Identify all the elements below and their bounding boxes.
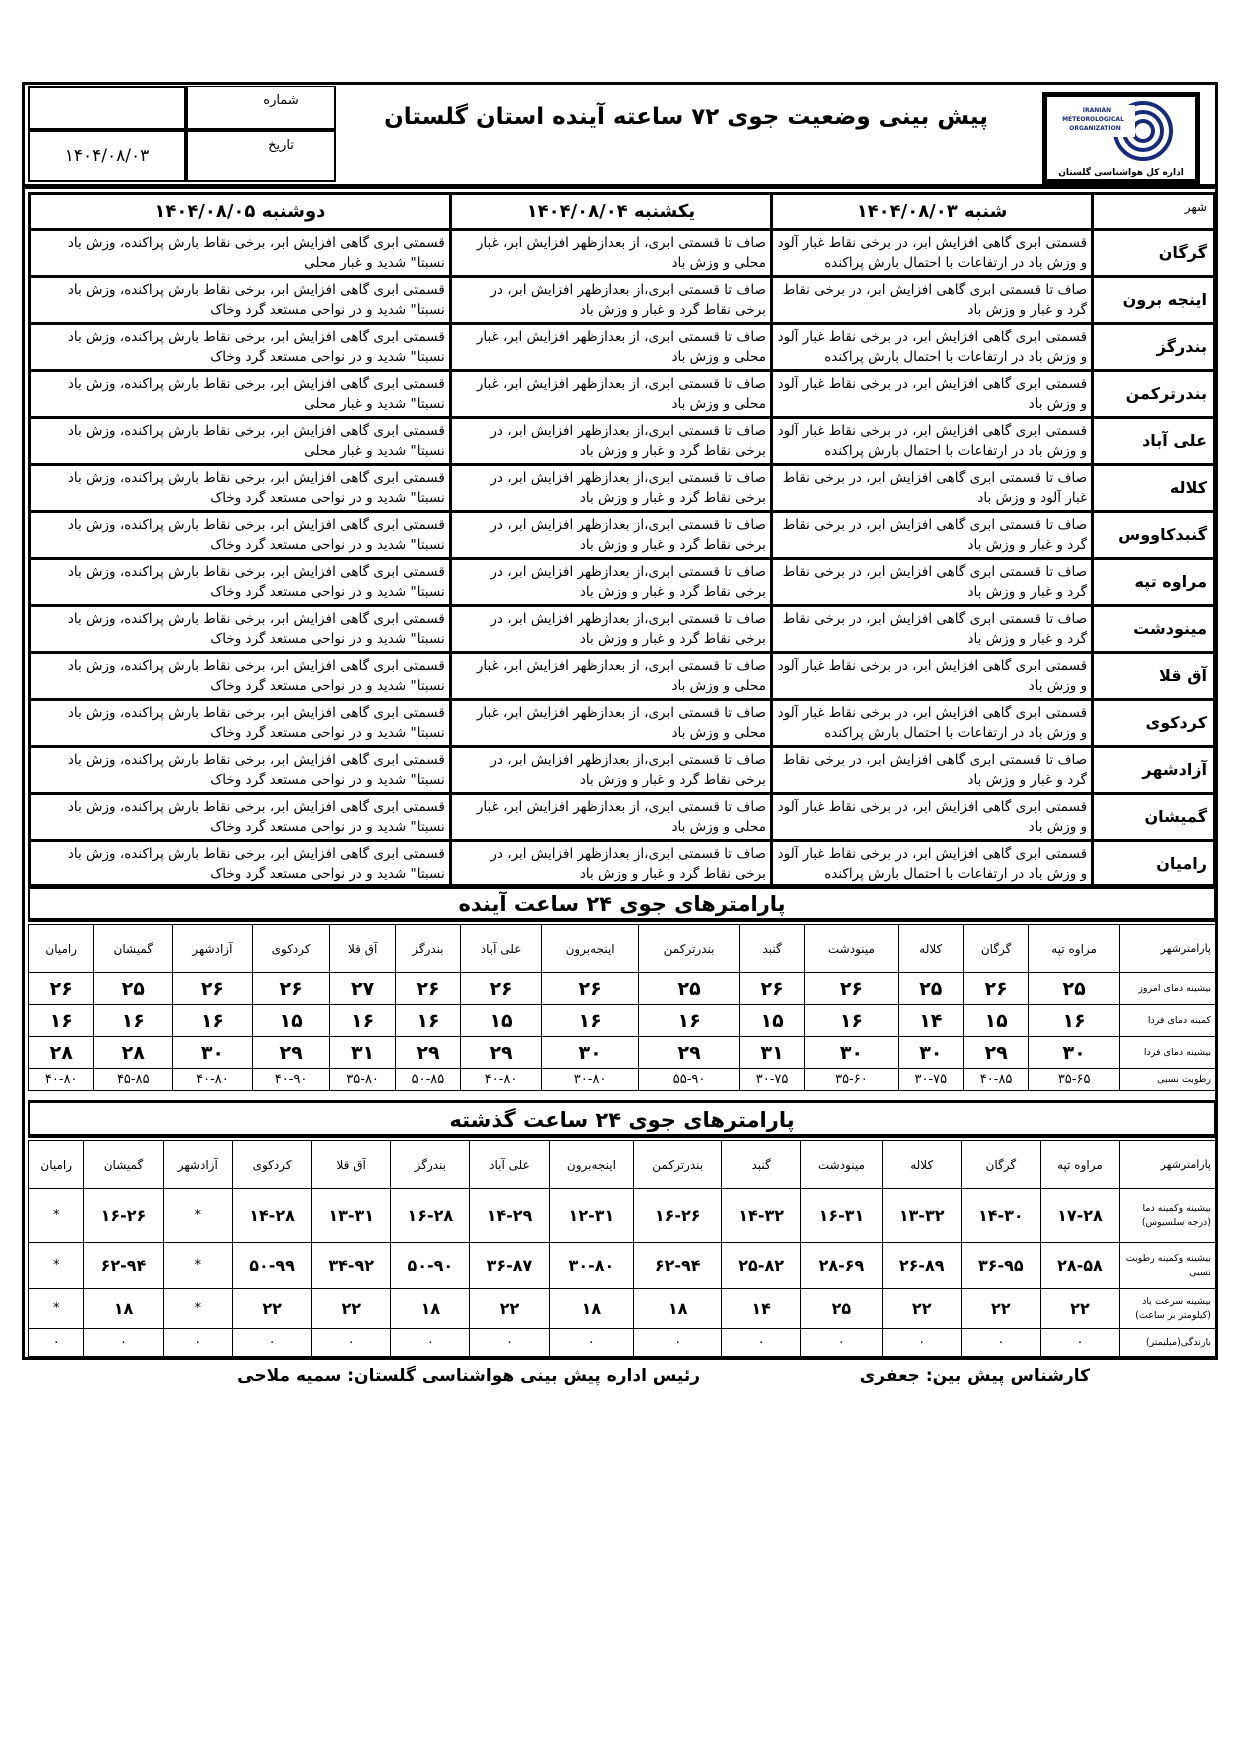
param-value: ۴۰-۹۰ bbox=[252, 1069, 330, 1091]
svg-text:IRANIAN: IRANIAN bbox=[1082, 107, 1112, 114]
param-value: ۱۲-۳۱ bbox=[549, 1189, 634, 1243]
day-header: شنبه ۱۴۰۴/۰۸/۰۳ bbox=[771, 194, 1092, 230]
param-value: ۱۴-۳۰ bbox=[961, 1189, 1040, 1243]
city-header: آق قلا bbox=[312, 1141, 391, 1189]
city-header: رامیان bbox=[29, 925, 94, 973]
param-value: ۲۶ bbox=[739, 973, 804, 1005]
param-value: ۱۴ bbox=[898, 1005, 963, 1037]
param-value: ۲۹ bbox=[252, 1037, 330, 1069]
city-header: علی آباد bbox=[461, 925, 542, 973]
day-header-row bbox=[30, 194, 1215, 230]
city-header: آزادشهر bbox=[173, 925, 253, 973]
meteorological-organization-logo-icon bbox=[1047, 97, 1195, 179]
param-value: ۱۳-۳۱ bbox=[312, 1189, 391, 1243]
city-header: شهر bbox=[1093, 194, 1215, 230]
city-header: بندرترکمن bbox=[639, 925, 740, 973]
forecast-text: قسمتی ابری گاهی افزایش ابر، برخی نقاط بارش پراکنده، وزش باد نسبتا" شدید و در نواحی مستعد گرد وخاک bbox=[30, 794, 451, 841]
forecast-text: قسمتی ابری گاهی افزایش ابر، در برخی نقاط غبار آلود و وزش باد bbox=[771, 653, 1092, 700]
forecast-text: قسمتی ابری گاهی افزایش ابر، برخی نقاط بارش پراکنده، وزش باد نسبتا" شدید و در نواحی مستعد گرد وخاک bbox=[30, 747, 451, 794]
date-label-cell bbox=[186, 130, 336, 182]
forecast-text: صاف تا قسمتی ابری،از بعدازظهر افزایش ابر، در برخی نقاط گرد و غبار و وزش باد bbox=[450, 606, 771, 653]
forecast-text: صاف تا قسمتی ابری،از بعدازظهر افزایش ابر، در برخی نقاط گرد و غبار و وزش باد bbox=[450, 512, 771, 559]
city-name: آق قلا bbox=[1093, 653, 1215, 700]
city-name: رامیان bbox=[1093, 841, 1215, 888]
forecast-text: قسمتی ابری گاهی افزایش ابر، برخی نقاط بارش پراکنده، وزش باد نسبتا" شدید و در نواحی مستعد گرد وخاک bbox=[30, 512, 451, 559]
param-value: ۲۶ bbox=[29, 973, 94, 1005]
param-value: ۱۸ bbox=[84, 1289, 163, 1329]
forecast-row bbox=[30, 418, 1215, 465]
param-value: * bbox=[29, 1289, 84, 1329]
param-value: ۱۶ bbox=[805, 1005, 898, 1037]
param-value: ۳۱ bbox=[330, 1037, 395, 1069]
forecast-text: قسمتی ابری گاهی افزایش ابر، در برخی نقاط غبار آلود و وزش باد در ارتفاعات با احتمال بارش پراکنده bbox=[771, 700, 1092, 747]
param-value: ۱۶ bbox=[1029, 1005, 1120, 1037]
param-city-corner: پارامترشهر bbox=[1120, 925, 1216, 973]
param-value: ۰ bbox=[163, 1329, 232, 1357]
param-value: ۲۶ bbox=[541, 973, 638, 1005]
forecast-text: قسمتی ابری گاهی افزایش ابر، در برخی نقاط غبار آلود و وزش باد bbox=[771, 794, 1092, 841]
forecast-text: قسمتی ابری گاهی افزایش ابر، در برخی نقاط غبار آلود و وزش باد در ارتفاعات با احتمال بارش پراکنده bbox=[771, 418, 1092, 465]
param-row bbox=[29, 1329, 1216, 1357]
forecast-text: قسمتی ابری گاهی افزایش ابر، برخی نقاط بارش پراکنده، وزش باد نسبتا" شدید و در نواحی مستعد گرد وخاک bbox=[30, 277, 451, 324]
city-header: کلاله bbox=[898, 925, 963, 973]
param-value: ۵۵-۹۰ bbox=[639, 1069, 740, 1091]
param-value: ۲۷ bbox=[330, 973, 395, 1005]
city-header: رامیان bbox=[29, 1141, 84, 1189]
day-header: دوشنبه ۱۴۰۴/۰۸/۰۵ bbox=[30, 194, 451, 230]
forecast-text: قسمتی ابری گاهی افزایش ابر، در برخی نقاط غبار آلود و وزش باد در ارتفاعات با احتمال بارش پراکنده bbox=[771, 324, 1092, 371]
param-value: ۳۵-۶۵ bbox=[1029, 1069, 1120, 1091]
param-value: ۳۰ bbox=[805, 1037, 898, 1069]
forecast-text: صاف تا قسمتی ابری گاهی افزایش ابر، در برخی نقاط گرد و غبار و وزش باد bbox=[771, 747, 1092, 794]
svg-text:ORGANIZATION: ORGANIZATION bbox=[1069, 125, 1121, 132]
forecast-table bbox=[28, 192, 1216, 889]
param-value: ۲۹ bbox=[963, 1037, 1028, 1069]
param-value: ۲۵ bbox=[1029, 973, 1120, 1005]
forecast-row bbox=[30, 512, 1215, 559]
forecast-text: قسمتی ابری گاهی افزایش ابر، برخی نقاط بارش پراکنده، وزش باد نسبتا" شدید و غبار محلی bbox=[30, 418, 451, 465]
param-value: * bbox=[163, 1289, 232, 1329]
forecast-text: قسمتی ابری گاهی افزایش ابر، برخی نقاط بارش پراکنده، وزش باد نسبتا" شدید و غبار محلی bbox=[30, 230, 451, 277]
city-name: مینودشت bbox=[1093, 606, 1215, 653]
param-value: ۲۶-۸۹ bbox=[882, 1243, 961, 1289]
city-name: بندرترکمن bbox=[1093, 371, 1215, 418]
city-header: گرگان bbox=[961, 1141, 1040, 1189]
param-value: ۴۰-۸۵ bbox=[963, 1069, 1028, 1091]
param-value: ۳۴-۹۲ bbox=[312, 1243, 391, 1289]
forecast-row bbox=[30, 277, 1215, 324]
forecast-text: صاف تا قسمتی ابری گاهی افزایش ابر، در برخی نقاط گرد و غبار و وزش باد bbox=[771, 606, 1092, 653]
param-value: ۳۵-۸۰ bbox=[330, 1069, 395, 1091]
forecast-text: قسمتی ابری گاهی افزایش ابر، برخی نقاط بارش پراکنده، وزش باد نسبتا" شدید و در نواحی مستعد گرد وخاک bbox=[30, 841, 451, 888]
forecast-row bbox=[30, 606, 1215, 653]
param-label: بیشینه وکمینه دما (درجه سلسیوس) bbox=[1120, 1189, 1216, 1243]
forecast-row bbox=[30, 324, 1215, 371]
number-label: شماره bbox=[263, 93, 299, 108]
param-value: ۳۰-۸۰ bbox=[541, 1069, 638, 1091]
logo-box bbox=[1042, 92, 1200, 184]
city-name: اینجه برون bbox=[1093, 277, 1215, 324]
param-value: ۲۸-۶۹ bbox=[801, 1243, 882, 1289]
past24-title: پارامترهای جوی ۲۴ ساعت گذشته bbox=[28, 1100, 1216, 1138]
param-value: ۳۶-۸۷ bbox=[470, 1243, 549, 1289]
date-label: تاریخ bbox=[268, 138, 294, 153]
param-value: ۱۶-۲۶ bbox=[84, 1189, 163, 1243]
forecast-row bbox=[30, 371, 1215, 418]
city-name: مراوه تپه bbox=[1093, 559, 1215, 606]
param-label: بیشینه وکمینه رطوبت نسبی bbox=[1120, 1243, 1216, 1289]
city-header: مراوه تپه bbox=[1040, 1141, 1119, 1189]
city-name: گنبدکاووس bbox=[1093, 512, 1215, 559]
param-value: ۲۶ bbox=[805, 973, 898, 1005]
forecast-text: قسمتی ابری گاهی افزایش ابر، برخی نقاط بارش پراکنده، وزش باد نسبتا" شدید و در نواحی مستعد گرد وخاک bbox=[30, 465, 451, 512]
param-value: ۲۹ bbox=[461, 1037, 542, 1069]
param-value: ۱۸ bbox=[634, 1289, 722, 1329]
param-value: ۳۶-۹۵ bbox=[961, 1243, 1040, 1289]
number-label-cell bbox=[186, 86, 336, 130]
param-row bbox=[29, 1037, 1216, 1069]
past24-table bbox=[28, 1140, 1216, 1357]
param-label: بیشینه دمای فردا bbox=[1120, 1037, 1216, 1069]
forecast-text: صاف تا قسمتی ابری،از بعدازظهر افزایش ابر، در برخی نقاط گرد و غبار و وزش باد bbox=[450, 559, 771, 606]
param-value: ۰ bbox=[470, 1329, 549, 1357]
forecast-text: صاف تا قسمتی ابری گاهی افزایش ابر، در برخی نقاط گرد و غبار و وزش باد bbox=[771, 277, 1092, 324]
param-value: ۶۲-۹۴ bbox=[634, 1243, 722, 1289]
city-name: کلاله bbox=[1093, 465, 1215, 512]
forecast-row bbox=[30, 230, 1215, 277]
date-value-cell bbox=[28, 130, 186, 182]
forecast-text: صاف تا قسمتی ابری،از بعدازظهر افزایش ابر، در برخی نقاط گرد و غبار و وزش باد bbox=[450, 418, 771, 465]
forecast-text: صاف تا قسمتی ابری، از بعدازظهر افزایش ابر، غبار محلی و وزش باد bbox=[450, 230, 771, 277]
param-value: ۲۲ bbox=[882, 1289, 961, 1329]
city-header: اینجه‌برون bbox=[549, 1141, 634, 1189]
param-value: ۴۰-۸۰ bbox=[461, 1069, 542, 1091]
forecast-row bbox=[30, 841, 1215, 888]
forecast-row bbox=[30, 559, 1215, 606]
city-header: کلاله bbox=[882, 1141, 961, 1189]
city-header: بندرگز bbox=[391, 1141, 470, 1189]
city-header: مینودشت bbox=[801, 1141, 882, 1189]
param-value: ۱۶ bbox=[94, 1005, 173, 1037]
param-value: ۱۸ bbox=[391, 1289, 470, 1329]
city-name: گمیشان bbox=[1093, 794, 1215, 841]
forecast-text: صاف تا قسمتی ابری، از بعدازظهر افزایش ابر، غبار محلی و وزش باد bbox=[450, 324, 771, 371]
param-value: * bbox=[29, 1243, 84, 1289]
city-header-row bbox=[29, 925, 1216, 973]
forecast-text: صاف تا قسمتی ابری، از بعدازظهر افزایش ابر، غبار محلی و وزش باد bbox=[450, 794, 771, 841]
param-value: ۱۸ bbox=[549, 1289, 634, 1329]
city-header: گرگان bbox=[963, 925, 1028, 973]
forecast-text: قسمتی ابری گاهی افزایش ابر، در برخی نقاط غبار آلود و وزش باد در ارتفاعات با احتمال بارش پراکنده bbox=[771, 230, 1092, 277]
param-value: ۲۲ bbox=[1040, 1289, 1119, 1329]
param-value: ۰ bbox=[722, 1329, 801, 1357]
param-value: ۳۰-۷۵ bbox=[898, 1069, 963, 1091]
city-header: مینودشت bbox=[805, 925, 898, 973]
forecast-text: صاف تا قسمتی ابری گاهی افزایش ابر، در برخی نقاط غبار آلود و وزش باد bbox=[771, 465, 1092, 512]
forecast-row bbox=[30, 465, 1215, 512]
forecast-text: قسمتی ابری گاهی افزایش ابر، برخی نقاط بارش پراکنده، وزش باد نسبتا" شدید و در نواحی مستعد گرد وخاک bbox=[30, 653, 451, 700]
param-value: ۳۰ bbox=[898, 1037, 963, 1069]
head-signature: رئیس اداره پیش بینی هواشناسی گلستان: سمیه ملاحی bbox=[237, 1366, 700, 1386]
param-row bbox=[29, 1069, 1216, 1091]
param-value: ۱۵ bbox=[739, 1005, 804, 1037]
param-label: رطوبت نسبی bbox=[1120, 1069, 1216, 1091]
forecast-text: قسمتی ابری گاهی افزایش ابر، در برخی نقاط غبار آلود و وزش باد در ارتفاعات با احتمال بارش پراکنده bbox=[771, 841, 1092, 888]
param-value: ۰ bbox=[29, 1329, 84, 1357]
param-value: ۱۵ bbox=[252, 1005, 330, 1037]
city-header: آق قلا bbox=[330, 925, 395, 973]
header-divider bbox=[25, 184, 1215, 189]
param-value: ۲۶ bbox=[173, 973, 253, 1005]
city-header: گمیشان bbox=[84, 1141, 163, 1189]
param-value: ۲۵ bbox=[94, 973, 173, 1005]
param-value: ۱۶ bbox=[29, 1005, 94, 1037]
city-name: بندرگز bbox=[1093, 324, 1215, 371]
city-header: مراوه تپه bbox=[1029, 925, 1120, 973]
param-value: ۵۰-۹۹ bbox=[233, 1243, 312, 1289]
param-value: ۲۸ bbox=[94, 1037, 173, 1069]
param-value: ۳۰-۷۵ bbox=[739, 1069, 804, 1091]
forecast-text: صاف تا قسمتی ابری، از بعدازظهر افزایش ابر، غبار محلی و وزش باد bbox=[450, 371, 771, 418]
city-header-row bbox=[29, 1141, 1216, 1189]
param-row bbox=[29, 1289, 1216, 1329]
param-value: ۲۶ bbox=[461, 973, 542, 1005]
param-value: ۱۶-۲۸ bbox=[391, 1189, 470, 1243]
city-header: گنبد bbox=[722, 1141, 801, 1189]
param-value: ۰ bbox=[233, 1329, 312, 1357]
param-value: ۲۵ bbox=[639, 973, 740, 1005]
svg-text:اداره کل هواشناسی گلستان: اداره کل هواشناسی گلستان bbox=[1058, 168, 1184, 178]
param-label: کمینه دمای فردا bbox=[1120, 1005, 1216, 1037]
param-value: ۳۰ bbox=[173, 1037, 253, 1069]
param-value: ۲۲ bbox=[961, 1289, 1040, 1329]
param-value: ۱۶ bbox=[330, 1005, 395, 1037]
next24-title: پارامترهای جوی ۲۴ ساعت آینده bbox=[28, 884, 1216, 922]
forecast-text: صاف تا قسمتی ابری،از بعدازظهر افزایش ابر، در برخی نقاط گرد و غبار و وزش باد bbox=[450, 841, 771, 888]
param-value: ۴۰-۸۰ bbox=[173, 1069, 253, 1091]
city-name: گرگان bbox=[1093, 230, 1215, 277]
param-value: ۱۷-۲۸ bbox=[1040, 1189, 1119, 1243]
city-header: بندرترکمن bbox=[634, 1141, 722, 1189]
city-name: آزادشهر bbox=[1093, 747, 1215, 794]
day-header: یکشنبه ۱۴۰۴/۰۸/۰۴ bbox=[450, 194, 771, 230]
city-header: اینجه‌برون bbox=[541, 925, 638, 973]
param-value: ۵۰-۸۵ bbox=[395, 1069, 460, 1091]
forecast-text: قسمتی ابری گاهی افزایش ابر، برخی نقاط بارش پراکنده، وزش باد نسبتا" شدید و در نواحی مستعد گرد وخاک bbox=[30, 324, 451, 371]
param-value: ۱۴-۲۸ bbox=[233, 1189, 312, 1243]
forecast-text: صاف تا قسمتی ابری،از بعدازظهر افزایش ابر، در برخی نقاط گرد و غبار و وزش باد bbox=[450, 747, 771, 794]
param-value: * bbox=[163, 1189, 232, 1243]
param-row bbox=[29, 1189, 1216, 1243]
city-name: کردکوی bbox=[1093, 700, 1215, 747]
forecast-text: صاف تا قسمتی ابری گاهی افزایش ابر، در برخی نقاط گرد و غبار و وزش باد bbox=[771, 559, 1092, 606]
param-value: ۱۴-۳۲ bbox=[722, 1189, 801, 1243]
forecast-text: قسمتی ابری گاهی افزایش ابر، برخی نقاط بارش پراکنده، وزش باد نسبتا" شدید و غبار محلی bbox=[30, 371, 451, 418]
param-value: ۲۲ bbox=[312, 1289, 391, 1329]
forecast-text: صاف تا قسمتی ابری،از بعدازظهر افزایش ابر، در برخی نقاط گرد و غبار و وزش باد bbox=[450, 465, 771, 512]
param-value: ۱۴ bbox=[722, 1289, 801, 1329]
param-value: ۱۶ bbox=[541, 1005, 638, 1037]
param-value: ۲۹ bbox=[395, 1037, 460, 1069]
forecast-text: قسمتی ابری گاهی افزایش ابر، در برخی نقاط غبار آلود و وزش باد bbox=[771, 371, 1092, 418]
forecast-row bbox=[30, 653, 1215, 700]
param-value: ۵۰-۹۰ bbox=[391, 1243, 470, 1289]
param-value: ۰ bbox=[312, 1329, 391, 1357]
forecast-text: قسمتی ابری گاهی افزایش ابر، برخی نقاط بارش پراکنده، وزش باد نسبتا" شدید و در نواحی مستعد گرد وخاک bbox=[30, 606, 451, 653]
param-value: ۴۵-۸۵ bbox=[94, 1069, 173, 1091]
param-value: ۴۰-۸۰ bbox=[29, 1069, 94, 1091]
param-label: بارندگی(میلیمتر) bbox=[1120, 1329, 1216, 1357]
param-row bbox=[29, 1243, 1216, 1289]
forecast-text: قسمتی ابری گاهی افزایش ابر، برخی نقاط بارش پراکنده، وزش باد نسبتا" شدید و در نواحی مستعد گرد وخاک bbox=[30, 559, 451, 606]
param-value: ۳۱ bbox=[739, 1037, 804, 1069]
param-value: ۲۶ bbox=[395, 973, 460, 1005]
param-label: بیشینه دمای امروز bbox=[1120, 973, 1216, 1005]
svg-text:METEOROLOGICAL: METEOROLOGICAL bbox=[1062, 116, 1124, 123]
param-value: ۳۵-۶۰ bbox=[805, 1069, 898, 1091]
param-value: ۱۶-۲۶ bbox=[634, 1189, 722, 1243]
city-header: آزادشهر bbox=[163, 1141, 232, 1189]
forecast-text: قسمتی ابری گاهی افزایش ابر، برخی نقاط بارش پراکنده، وزش باد نسبتا" شدید و در نواحی مستعد گرد وخاک bbox=[30, 700, 451, 747]
param-value: * bbox=[29, 1189, 84, 1243]
param-label: بیشینه سرعت باد (کیلومتر بر ساعت) bbox=[1120, 1289, 1216, 1329]
param-value: ۳۰ bbox=[1029, 1037, 1120, 1069]
forecast-row bbox=[30, 700, 1215, 747]
city-header: علی آباد bbox=[470, 1141, 549, 1189]
param-city-corner: پارامترشهر bbox=[1120, 1141, 1216, 1189]
param-value: ۲۲ bbox=[233, 1289, 312, 1329]
param-value: ۰ bbox=[1040, 1329, 1119, 1357]
param-value: ۱۵ bbox=[963, 1005, 1028, 1037]
number-value-cell bbox=[28, 86, 186, 130]
param-value: ۰ bbox=[961, 1329, 1040, 1357]
param-value: ۱۶ bbox=[173, 1005, 253, 1037]
param-value: ۶۲-۹۴ bbox=[84, 1243, 163, 1289]
param-row bbox=[29, 1005, 1216, 1037]
city-header: کردکوی bbox=[233, 1141, 312, 1189]
city-header: بندرگز bbox=[395, 925, 460, 973]
param-value: ۲۸-۵۸ bbox=[1040, 1243, 1119, 1289]
param-value: ۱۶ bbox=[395, 1005, 460, 1037]
param-value: ۳۰ bbox=[541, 1037, 638, 1069]
city-header: کردکوی bbox=[252, 925, 330, 973]
param-value: ۲۸ bbox=[29, 1037, 94, 1069]
param-value: ۱۶-۳۱ bbox=[801, 1189, 882, 1243]
city-name: علی آباد bbox=[1093, 418, 1215, 465]
param-value: ۲۶ bbox=[963, 973, 1028, 1005]
param-value: ۱۶ bbox=[639, 1005, 740, 1037]
param-value: ۰ bbox=[882, 1329, 961, 1357]
date-value: ۱۴۰۴/۰۸/۰۳ bbox=[64, 146, 150, 166]
param-value: ۲۵ bbox=[898, 973, 963, 1005]
forecast-text: صاف تا قسمتی ابری گاهی افزایش ابر، در برخی نقاط گرد و غبار و وزش باد bbox=[771, 512, 1092, 559]
forecast-row bbox=[30, 794, 1215, 841]
param-value: ۲۶ bbox=[252, 973, 330, 1005]
param-value: ۰ bbox=[391, 1329, 470, 1357]
param-value: * bbox=[163, 1243, 232, 1289]
param-value: ۰ bbox=[84, 1329, 163, 1357]
forecast-text: صاف تا قسمتی ابری، از بعدازظهر افزایش ابر، غبار محلی و وزش باد bbox=[450, 653, 771, 700]
param-value: ۲۵-۸۲ bbox=[722, 1243, 801, 1289]
param-value: ۳۰-۸۰ bbox=[549, 1243, 634, 1289]
city-header: گمیشان bbox=[94, 925, 173, 973]
param-value: ۱۴-۲۹ bbox=[470, 1189, 549, 1243]
param-value: ۰ bbox=[801, 1329, 882, 1357]
param-value: ۱۳-۳۲ bbox=[882, 1189, 961, 1243]
param-value: ۰ bbox=[549, 1329, 634, 1357]
next24-table bbox=[28, 924, 1216, 1091]
param-row bbox=[29, 973, 1216, 1005]
city-header: گنبد bbox=[739, 925, 804, 973]
title-box bbox=[336, 86, 1036, 182]
page-title: پیش بینی وضعیت جوی ۷۲ ساعته آینده استان گلستان bbox=[384, 104, 988, 130]
param-value: ۰ bbox=[634, 1329, 722, 1357]
forecaster-signature: کارشناس پیش بین: جعفری bbox=[859, 1366, 1090, 1386]
forecast-row bbox=[30, 747, 1215, 794]
param-value: ۱۵ bbox=[461, 1005, 542, 1037]
param-value: ۲۹ bbox=[639, 1037, 740, 1069]
param-value: ۲۲ bbox=[470, 1289, 549, 1329]
param-value: ۲۵ bbox=[801, 1289, 882, 1329]
forecast-text: صاف تا قسمتی ابری،از بعدازظهر افزایش ابر، در برخی نقاط گرد و غبار و وزش باد bbox=[450, 277, 771, 324]
forecast-text: صاف تا قسمتی ابری، از بعدازظهر افزایش ابر، غبار محلی و وزش باد bbox=[450, 700, 771, 747]
